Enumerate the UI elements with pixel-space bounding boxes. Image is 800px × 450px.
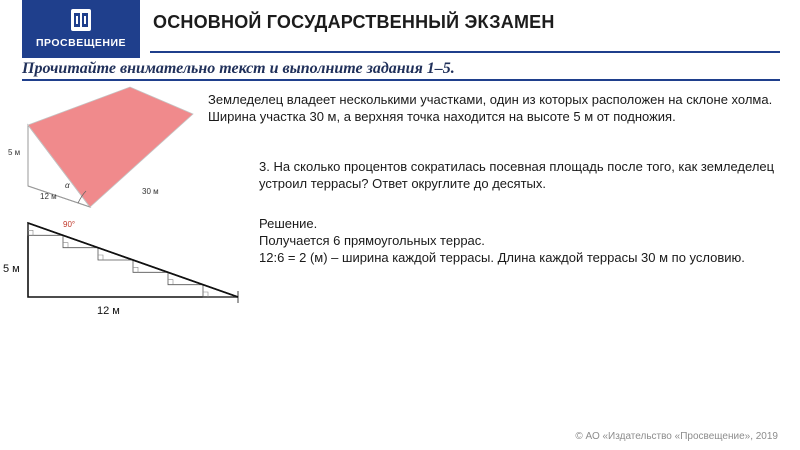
instruction-divider	[22, 79, 780, 81]
right-angle-mark	[168, 280, 173, 285]
slope-base-label: 12 м	[40, 192, 57, 201]
solution-line: 12:6 = 2 (м) – ширина каждой террасы. Длина каждой террасы 30 м по условию.	[259, 250, 745, 265]
right-angle-mark	[133, 267, 138, 272]
right-angle-mark	[63, 243, 68, 248]
header-divider	[150, 51, 780, 53]
terrace-angle-label: 90°	[63, 220, 76, 229]
terrace-height-label: 5 м	[3, 263, 20, 275]
solution-block	[259, 215, 779, 266]
slope-figure	[0, 82, 200, 212]
logo-text: ПРОСВЕЩЕНИЕ	[35, 37, 127, 49]
slope-width-label: 30 м	[142, 187, 159, 196]
slope-height-label: 5 м	[8, 148, 21, 157]
right-angle-mark	[98, 255, 103, 260]
solution-line: Получается 6 прямоугольных террас.	[259, 233, 485, 248]
terraces-figure	[0, 215, 250, 320]
question-text: 3. На сколько процентов сократилась посевная площадь после того, как земледелец устроил террасы? Ответ округлите до десятых.	[259, 159, 775, 191]
slope-angle-label: α	[65, 181, 70, 190]
page-title: ОСНОВНОЙ ГОСУДАРСТВЕННЫЙ ЭКЗАМЕН	[153, 12, 555, 32]
copyright-footer: © АО «Издательство «Просвещение», 2019	[575, 431, 778, 442]
book-emblem-icon	[70, 8, 92, 32]
terrace-base-label: 12 м	[97, 305, 120, 317]
solution-heading: Решение.	[259, 216, 318, 231]
publisher-logo	[22, 0, 140, 58]
instruction-heading: Прочитайте внимательно текст и выполните задания 1–5.	[22, 60, 455, 77]
slope-line	[28, 223, 238, 297]
intro-text: Земледелец владеет несколькими участками, один из которых расположен на склоне холма. Ширина участка 30 м, а верхняя точка находится на высоте 5 м от подножия.	[208, 92, 773, 124]
